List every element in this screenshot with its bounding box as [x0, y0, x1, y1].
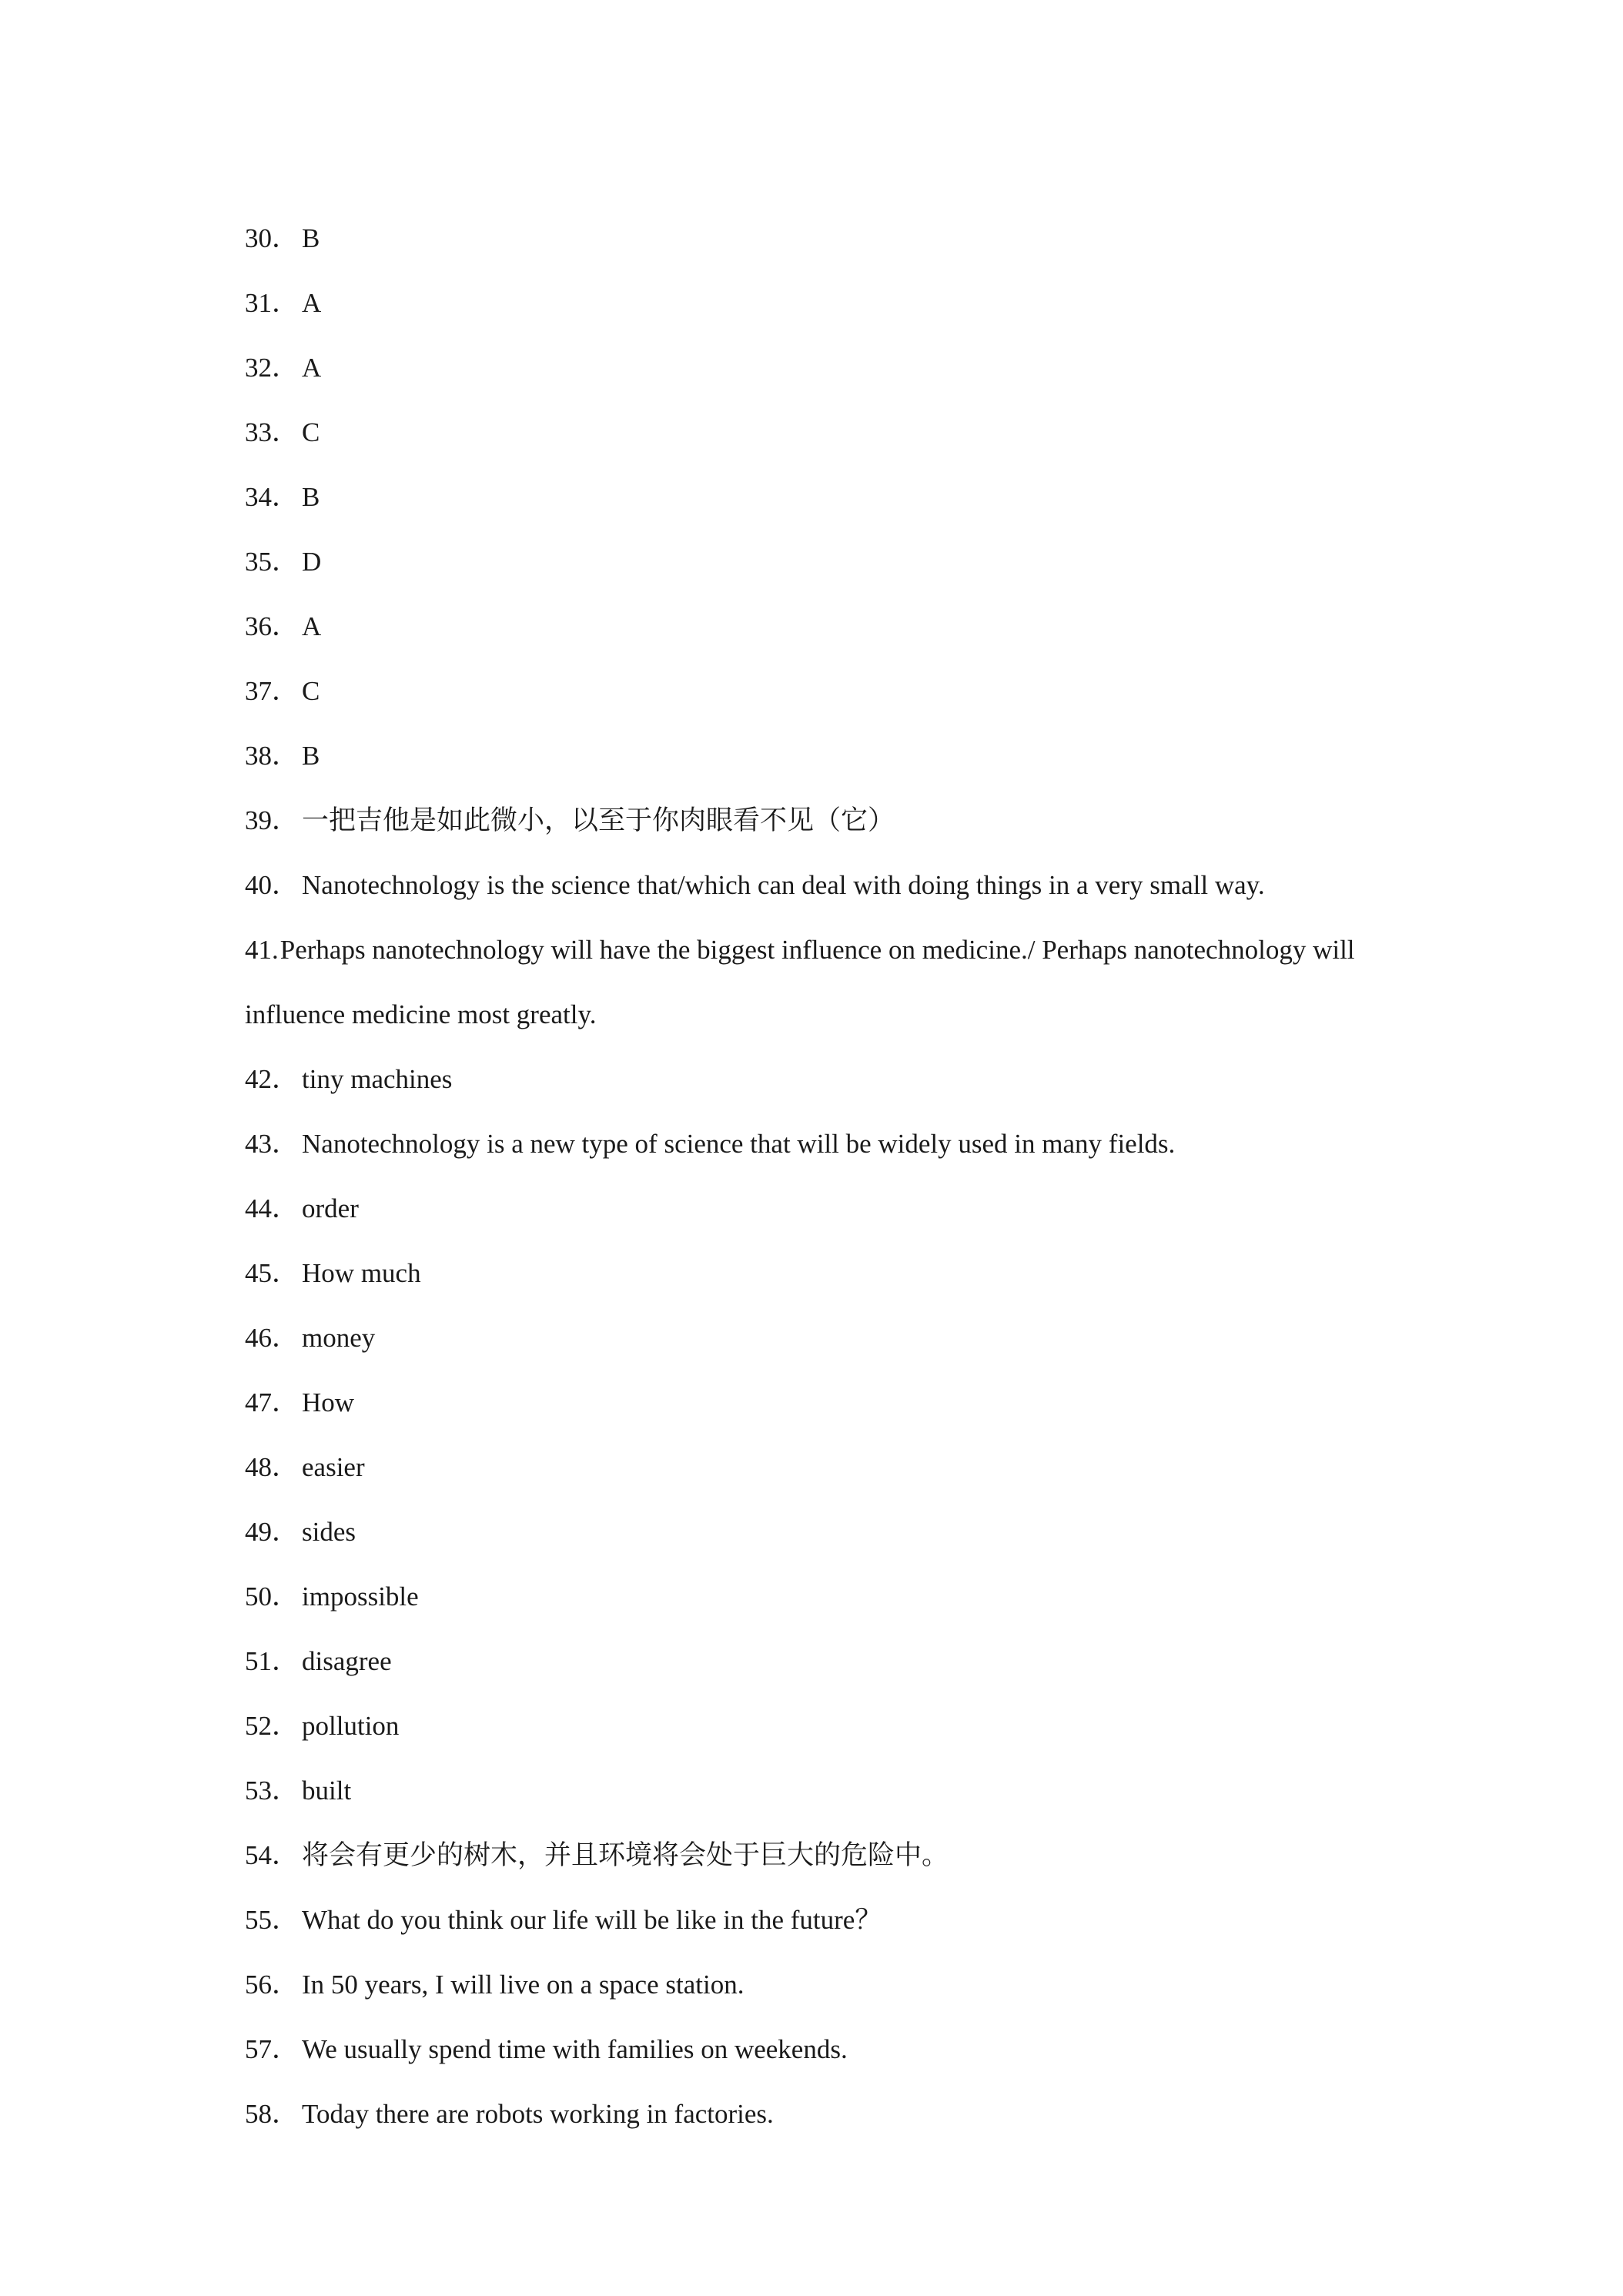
answer-item	[245, 853, 1400, 918]
answer-number: 40 ．	[245, 853, 299, 918]
answer-text: In 50 years, I will live on a space station.	[302, 1970, 745, 2000]
answer-text: A	[302, 611, 322, 641]
answer-item	[245, 1694, 1400, 1759]
answer-text: How	[302, 1387, 355, 1417]
answer-list	[245, 206, 1400, 2147]
answer-item	[245, 1888, 1400, 1953]
answer-text: B	[302, 223, 320, 253]
answer-number: 32 ．	[245, 336, 299, 400]
answer-text: sides	[302, 1517, 356, 1547]
answer-number: 47 ．	[245, 1371, 299, 1435]
answer-item	[245, 1565, 1400, 1629]
answer-number: 50 ．	[245, 1565, 299, 1629]
answer-text: B	[302, 741, 320, 771]
answer-number: 54 ．	[245, 1823, 299, 1888]
answer-text: We usually spend time with families on weekends.	[302, 2034, 848, 2064]
answer-item	[245, 2017, 1400, 2082]
answer-number: 34 ．	[245, 465, 299, 530]
answer-number: 48 ．	[245, 1435, 299, 1500]
answer-number: 45 ．	[245, 1241, 299, 1306]
answer-item	[245, 1629, 1400, 1694]
answer-item	[245, 1306, 1400, 1371]
answer-text: built	[302, 1776, 352, 1806]
answer-text: money	[302, 1323, 376, 1353]
answer-item	[245, 1112, 1400, 1176]
answer-item	[245, 659, 1400, 724]
answer-number: 36 ．	[245, 594, 299, 659]
answer-item	[245, 1500, 1400, 1565]
answer-number: 55 ．	[245, 1888, 299, 1953]
answer-number: 33 ．	[245, 400, 299, 465]
answer-number: 58 ．	[245, 2082, 299, 2147]
answer-text: pollution	[302, 1711, 400, 1741]
answer-text: A	[302, 353, 322, 383]
answer-number: 41 .	[245, 935, 279, 965]
answer-text: 一把吉他是如此微小，以至于你肉眼看不见（它）	[302, 805, 895, 835]
answer-number: 42 ．	[245, 1047, 299, 1112]
answer-number: 43 ．	[245, 1112, 299, 1176]
answer-text: disagree	[302, 1646, 392, 1676]
answer-text: D	[302, 547, 322, 577]
answer-item	[245, 1823, 1400, 1888]
answer-number: 37 ．	[245, 659, 299, 724]
answer-text: Nanotechnology is the science that/which can deal with doing things in a very small way.	[302, 870, 1265, 900]
answer-item	[245, 1759, 1400, 1823]
answer-text: Perhaps nanotechnology will have the biggest influence on medicine./ Perhaps nanotechnology will influence medicine most greatly.	[245, 935, 1355, 1029]
answer-number: 56 ．	[245, 1953, 299, 2017]
answer-item	[245, 530, 1400, 594]
answer-item	[245, 918, 1400, 1047]
answer-text: impossible	[302, 1581, 419, 1612]
answer-item	[245, 1953, 1400, 2017]
answer-number: 57 ．	[245, 2017, 299, 2082]
answer-number: 46 ．	[245, 1306, 299, 1371]
answer-item	[245, 2082, 1400, 2147]
answer-text: Today there are robots working in factories.	[302, 2099, 774, 2129]
answer-item	[245, 1176, 1400, 1241]
answer-number: 51 ．	[245, 1629, 299, 1694]
answer-text: C	[302, 417, 320, 447]
answer-number: 30 ．	[245, 206, 299, 271]
answer-text: easier	[302, 1452, 365, 1482]
answer-item	[245, 400, 1400, 465]
answer-text: Nanotechnology is a new type of science that will be widely used in many fields.	[302, 1129, 1176, 1159]
answer-text: C	[302, 676, 320, 706]
answer-item	[245, 788, 1400, 853]
answer-item	[245, 1241, 1400, 1306]
answer-item	[245, 1435, 1400, 1500]
answer-number: 52 ．	[245, 1694, 299, 1759]
answer-text: tiny machines	[302, 1064, 453, 1094]
answer-item	[245, 206, 1400, 271]
answer-text: What do you think our life will be like in the future？	[302, 1905, 882, 1935]
answer-item	[245, 336, 1400, 400]
answer-number: 35 ．	[245, 530, 299, 594]
answer-text: A	[302, 288, 322, 318]
answer-number: 39 ．	[245, 788, 299, 853]
answer-number: 31 ．	[245, 271, 299, 336]
answer-item	[245, 1371, 1400, 1435]
answer-item	[245, 724, 1400, 788]
answer-number: 53 ．	[245, 1759, 299, 1823]
answer-item	[245, 465, 1400, 530]
answer-number: 49 ．	[245, 1500, 299, 1565]
answer-number: 38 ．	[245, 724, 299, 788]
answer-text: B	[302, 482, 320, 512]
answer-text: order	[302, 1193, 359, 1223]
answer-number: 44 ．	[245, 1176, 299, 1241]
answer-item	[245, 271, 1400, 336]
answer-item	[245, 594, 1400, 659]
answer-item	[245, 1047, 1400, 1112]
answer-text: 将会有更少的树木，并且环境将会处于巨大的危险中。	[302, 1840, 949, 1870]
answer-text: How much	[302, 1258, 421, 1288]
